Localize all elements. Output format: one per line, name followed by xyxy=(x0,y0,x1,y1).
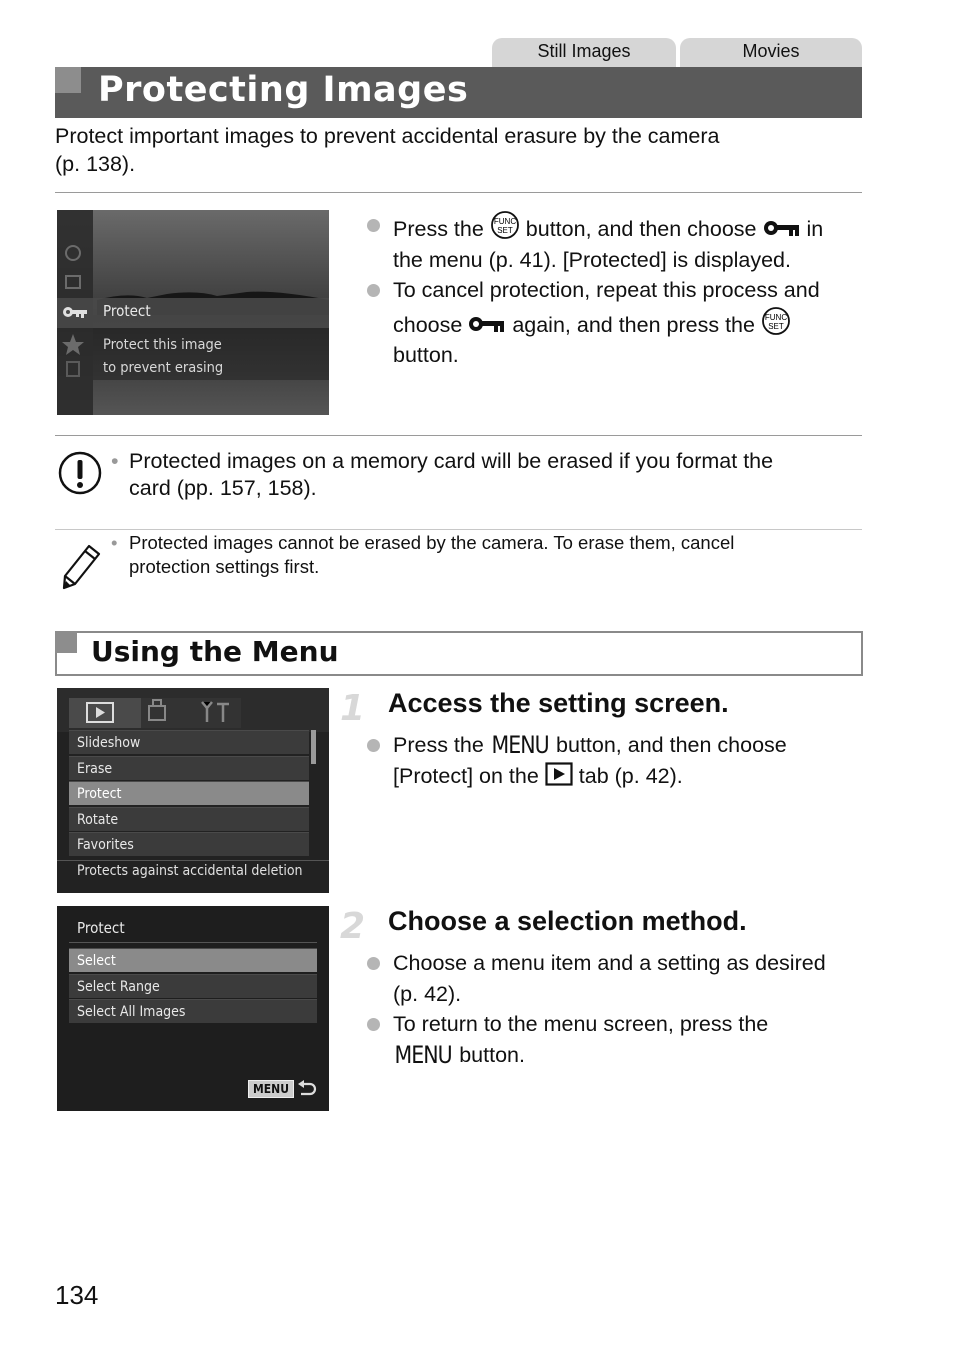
svg-text:SET: SET xyxy=(497,226,513,235)
menu-button-icon: MENU xyxy=(394,1040,452,1069)
screen-label: Protect xyxy=(103,302,151,320)
bullet-item: To return to the menu screen, press the MENU button. xyxy=(360,1009,860,1070)
tab-movies: Movies xyxy=(680,38,862,67)
svg-text:FUNC: FUNC xyxy=(493,217,516,226)
bullet-dot xyxy=(367,284,380,297)
caution-text: • Protected images on a memory card will be erased if you format the card (pp. 157, 158). xyxy=(111,448,861,502)
instructions-step1 xyxy=(360,730,860,791)
landscape-photo xyxy=(57,210,329,415)
bullet-item: Choose a menu item and a setting as desired (p. 42). xyxy=(360,948,860,1009)
menu-badge: MENU xyxy=(248,1080,294,1098)
instructions-step2 xyxy=(360,948,860,1070)
svg-text:SET: SET xyxy=(768,321,784,331)
camera-screen-playback-menu xyxy=(57,688,329,893)
bullet-dot xyxy=(367,957,380,970)
section-title: Protecting Images xyxy=(98,70,469,110)
menu-item[interactable]: Rotate xyxy=(69,807,309,831)
subsection-title-marker xyxy=(55,631,77,653)
step-heading: Access the setting screen. xyxy=(388,688,729,718)
section-title-marker xyxy=(55,67,81,93)
bullet-dot xyxy=(367,219,380,232)
protect-key-icon xyxy=(763,220,801,238)
menu-item[interactable]: Select Range xyxy=(69,974,317,998)
bullet-dot xyxy=(367,1018,380,1031)
menu-item[interactable]: Select xyxy=(69,948,317,972)
memo-note xyxy=(55,530,862,600)
tab-still-images: Still Images xyxy=(492,38,676,67)
bullet-item: To cancel protection, repeat this process and choose again, and then press the FUNC SET button. xyxy=(360,275,860,371)
menu-item[interactable]: Slideshow xyxy=(69,730,309,754)
func-set-icon xyxy=(761,306,791,336)
divider xyxy=(55,192,862,193)
instructions-protect xyxy=(360,210,860,371)
bullet-item: Press the MENU button, and then choose [Protect] on the tab (p. 42). xyxy=(360,730,860,791)
camera-screen-protect-select xyxy=(57,906,329,1111)
memo-text: • Protected images cannot be erased by the camera. To erase them, cancel protection settings first. xyxy=(111,531,861,579)
func-set-icon xyxy=(490,210,520,240)
step-number: 1 xyxy=(340,688,366,729)
menu-item[interactable]: Favorites xyxy=(69,832,309,856)
page-number: 134 xyxy=(55,1280,99,1310)
svg-text:FUNC: FUNC xyxy=(764,312,788,322)
bullet-item: Press the FUNC SET button, and then choose in the menu (p. 41). [Protected] is displayed. xyxy=(360,210,860,275)
menu-item[interactable]: Select All Images xyxy=(69,999,317,1023)
screen-title: Protect xyxy=(77,919,125,937)
step-heading: Choose a selection method. xyxy=(388,906,747,936)
menu-tab-bar xyxy=(57,688,329,732)
menu-item[interactable]: Protect xyxy=(69,781,309,805)
pencil-icon xyxy=(59,542,103,590)
camera-screen-protect xyxy=(57,210,329,415)
scrollbar-thumb xyxy=(311,730,316,764)
return-arrow-icon xyxy=(296,1079,318,1099)
caution-icon xyxy=(57,450,103,496)
menu-button-icon: MENU xyxy=(491,731,549,759)
menu-help-text: Protects against accidental deletion xyxy=(77,863,303,879)
menu-item[interactable]: Erase xyxy=(69,756,309,780)
playback-tab-icon xyxy=(545,762,573,786)
step-number: 2 xyxy=(340,906,366,947)
subsection-title: Using the Menu xyxy=(91,635,339,668)
screen-description: Protect this image to prevent erasing xyxy=(103,337,224,376)
bullet-dot xyxy=(367,739,380,752)
caution-note xyxy=(55,436,862,529)
protect-key-icon xyxy=(468,316,506,334)
intro-text: Protect important images to prevent accidental erasure by the camera (p. 138). xyxy=(55,124,720,176)
